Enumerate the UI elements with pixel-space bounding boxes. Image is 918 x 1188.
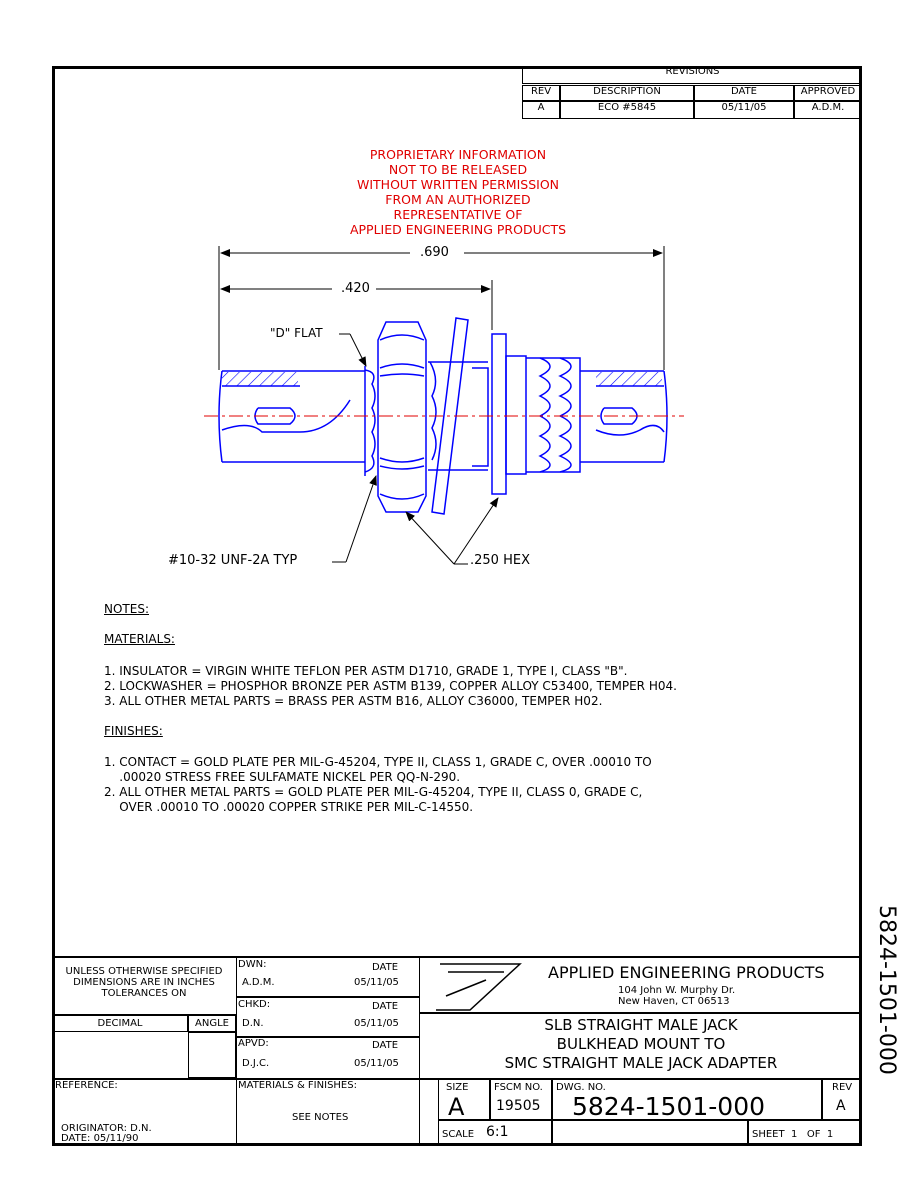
originator-date: DATE: 05/11/90 bbox=[61, 1133, 139, 1144]
d-flat-label: "D" FLAT bbox=[270, 326, 323, 340]
scale-value: 6:1 bbox=[486, 1124, 509, 1140]
drawing-title bbox=[420, 1016, 862, 1073]
fscm-label: FSCM NO. bbox=[494, 1082, 543, 1093]
right-thread bbox=[526, 358, 580, 472]
hex-label: .250 HEX bbox=[470, 553, 530, 568]
proprietary-line: PROPRIETARY INFORMATION bbox=[369, 147, 547, 162]
proprietary-line: REPRESENTATIVE OF bbox=[393, 207, 523, 222]
sheet-value: SHEET 1 OF 1 bbox=[752, 1129, 834, 1140]
size-value: A bbox=[448, 1093, 465, 1121]
dwg-number: 5824-1501-000 bbox=[572, 1092, 766, 1121]
revisions-title: REVISIONS bbox=[522, 66, 862, 84]
dwn-label: DWN: bbox=[238, 959, 267, 970]
title-line: BULKHEAD MOUNT TO bbox=[556, 1035, 726, 1053]
notes-heading: NOTES: bbox=[104, 602, 149, 616]
date-label: DATE bbox=[372, 962, 399, 973]
left-thread bbox=[365, 366, 375, 476]
approved-value: A.D.M. bbox=[794, 101, 862, 119]
finish-note: 2. ALL OTHER METAL PARTS = GOLD PLATE PER MIL-G-45204, TYPE II, CLASS 0, GRADE C, bbox=[104, 785, 643, 799]
decimal-label: DECIMAL bbox=[52, 1014, 188, 1032]
title-line: SMC STRAIGHT MALE JACK ADAPTER bbox=[504, 1054, 778, 1072]
dimension-690 bbox=[219, 246, 664, 370]
dwn-name: A.D.M. bbox=[242, 977, 275, 988]
date-header: DATE bbox=[694, 85, 794, 101]
scale-label: SCALE bbox=[442, 1129, 475, 1140]
flange bbox=[492, 334, 526, 494]
title-line: SLB STRAIGHT MALE JACK bbox=[544, 1016, 738, 1034]
dim-690-label: .690 bbox=[420, 245, 449, 260]
tolerance-line: TOLERANCES ON bbox=[101, 988, 187, 999]
chkd-label: CHKD: bbox=[238, 999, 271, 1010]
rev-header: REV bbox=[522, 85, 560, 101]
rev-value: A bbox=[836, 1098, 846, 1114]
chkd-name: D.N. bbox=[242, 1018, 264, 1029]
proprietary-line: APPLIED ENGINEERING PRODUCTS bbox=[349, 222, 567, 237]
dwn-date: 05/11/05 bbox=[354, 977, 399, 988]
proprietary-line: FROM AN AUTHORIZED bbox=[385, 192, 531, 207]
rev-label: REV bbox=[832, 1082, 853, 1093]
hex-nut bbox=[378, 322, 426, 512]
date-value: 05/11/05 bbox=[694, 101, 794, 119]
blank-cell bbox=[552, 1120, 748, 1146]
company-address-1: 104 John W. Murphy Dr. bbox=[618, 985, 736, 996]
finish-note: 1. CONTACT = GOLD PLATE PER MIL-G-45204, TYPE II, CLASS 1, GRADE C, OVER .00010 TO bbox=[104, 755, 652, 769]
reference-label: REFERENCE: bbox=[55, 1080, 118, 1091]
finish-note: OVER .00010 TO .00020 COPPER STRIKE PER MIL-C-14550. bbox=[104, 800, 474, 814]
apvd-name: D.J.C. bbox=[242, 1058, 270, 1069]
materials-finishes-label: MATERIALS & FINISHES: bbox=[238, 1080, 357, 1091]
finish-note: .00020 STRESS FREE SULFAMATE NICKEL PER QQ-N-290. bbox=[104, 770, 461, 784]
thread-label: #10-32 UNF-2A TYP bbox=[168, 553, 298, 568]
see-notes: SEE NOTES bbox=[292, 1112, 349, 1123]
fscm-value: 19505 bbox=[496, 1098, 541, 1114]
proprietary-line: WITHOUT WRITTEN PERMISSION bbox=[356, 177, 560, 192]
proprietary-line: NOT TO BE RELEASED bbox=[388, 162, 528, 177]
company-address-2: New Haven, CT 06513 bbox=[618, 996, 730, 1007]
originator: ORIGINATOR: D.N. bbox=[61, 1123, 152, 1134]
rev-value: A bbox=[522, 101, 560, 119]
material-note: 3. ALL OTHER METAL PARTS = BRASS PER ASTM B16, ALLOY C36000, TEMPER H02. bbox=[104, 694, 603, 708]
material-note: 2. LOCKWASHER = PHOSPHOR BRONZE PER ASTM B139, COPPER ALLOY C53400, TEMPER H04. bbox=[104, 679, 677, 693]
dim-420-label: .420 bbox=[341, 281, 370, 296]
finishes-heading: FINISHES: bbox=[104, 724, 163, 738]
angle-label: ANGLE bbox=[188, 1014, 236, 1032]
size-label: SIZE bbox=[446, 1082, 469, 1093]
tolerance-line: UNLESS OTHERWISE SPECIFIED bbox=[65, 966, 223, 977]
chkd-date: 05/11/05 bbox=[354, 1018, 399, 1029]
company-name: APPLIED ENGINEERING PRODUCTS bbox=[548, 963, 825, 982]
description-header: DESCRIPTION bbox=[560, 85, 694, 101]
side-drawing-number: 5824-1501-000 bbox=[874, 905, 899, 1075]
date-label: DATE bbox=[372, 1040, 399, 1051]
apvd-date: 05/11/05 bbox=[354, 1058, 399, 1069]
apvd-label: APVD: bbox=[238, 1038, 269, 1049]
tolerance-note bbox=[54, 966, 234, 999]
materials-heading: MATERIALS: bbox=[104, 632, 175, 646]
dwg-label: DWG. NO. bbox=[556, 1082, 606, 1093]
approved-header: APPROVED bbox=[794, 85, 862, 101]
divider bbox=[420, 1012, 862, 1014]
description-value: ECO #5845 bbox=[560, 101, 694, 119]
divider bbox=[236, 996, 420, 998]
date-label: DATE bbox=[372, 1001, 399, 1012]
tolerance-line: DIMENSIONS ARE IN INCHES bbox=[73, 977, 215, 988]
angle-cell bbox=[188, 1032, 236, 1078]
material-note: 1. INSULATOR = VIRGIN WHITE TEFLON PER ASTM D1710, GRADE 1, TYPE I, CLASS "B". bbox=[104, 664, 628, 678]
